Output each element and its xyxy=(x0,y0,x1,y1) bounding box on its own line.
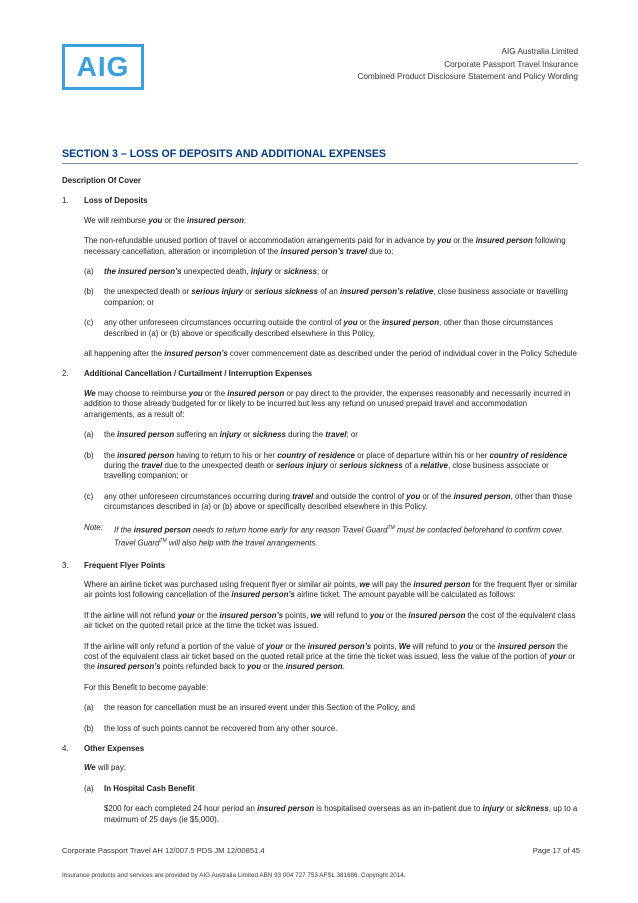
header-company: AIG Australia Limited xyxy=(501,47,578,56)
sub-item: (a) In Hospital Cash Benefit xyxy=(84,784,580,794)
logo-text: AIG xyxy=(76,51,130,82)
paragraph: If the airline will not refund your or the insured person’s points, we will refund to you or the insured person the cost of the equivalent class air ticket on the quoted retail price at the time the ticket was issued. xyxy=(84,610,576,631)
sub-item: (a) the reason for cancellation must be an insured event under this Section of the Policy, and xyxy=(84,703,415,713)
footer-legal: Insurance products and services are provided by AIG Australia Limited ABN 93 004 727 753 AFSL 381686. Copyright 2014. xyxy=(62,872,406,879)
sub-item: (a) the insured person suffering an injury or sickness during the travel; or xyxy=(84,430,358,440)
item-title: Additional Cancellation / Curtailment / Interruption Expenses xyxy=(84,369,312,379)
item-number: 1. xyxy=(62,196,69,206)
item-number: 3. xyxy=(62,560,69,570)
sub-item: (b) the insured person having to return to his or her country of residence or place of departure within his or her country of residence during the travel due to the unexpected death or serious injury or serious sickness of a relative, close business associate or travelling companion; or xyxy=(84,450,568,481)
paragraph: The non-refundable unused portion of travel or accommodation arrangements paid for in advance by you or the insured person following necessary cancellation, alteration or incompletion of the insured person’s travel due to: xyxy=(84,236,566,256)
paragraph: $200 for each completed 24 hour period an insured person is hospitalised overseas as an in-patient due to injury or sickness, up to a maximum of 25 days (ie $5,000). xyxy=(104,804,578,824)
sub-item: (c) any other unforeseen circumstances occurring during travel and outside the control of you or of the insured person, other than those circumstances described in (a) or (b) above or specifically described elsewhere in this Policy. xyxy=(84,491,573,512)
document-header xyxy=(357,46,578,84)
note-label: Note: xyxy=(84,522,103,532)
paragraph: For this Benefit to become payable: xyxy=(84,682,209,692)
footer-doc-code: Corporate Passport Travel AH 12/007.5 PDS JM 12/00851.4 xyxy=(62,846,265,855)
item-number: 4. xyxy=(62,744,69,754)
header-product: Corporate Passport Travel Insurance xyxy=(444,59,578,69)
paragraph: We may choose to reimburse you or the insured person or pay direct to the provider, the expenses reasonably and necessarily incurred in addition to those already budgeted for or likely to be incurred but less any refund on unused prepaid travel and accommodation arrangements, as a result of: xyxy=(84,388,571,419)
sub-item: (c) any other unforeseen circumstances occurring outside the control of you or the insured person, other than those circumstances described in (a) or (b) above or specifically described elsewhere in this Policy, xyxy=(84,318,554,338)
description-heading: Description Of Cover xyxy=(62,176,141,185)
item-other-expenses xyxy=(62,744,580,754)
item-loss-of-deposits xyxy=(62,196,580,206)
section-title: SECTION 3 – LOSS OF DEPOSITS AND ADDITIONAL EXPENSES xyxy=(62,148,578,164)
paragraph: Where an airline ticket was purchased using frequent flyer or similar air points, we will pay the insured person for the frequent flyer or similar air points lost following cancellation of the insured person’s airline ticket. The amount payable will be calculated as follows: xyxy=(84,580,578,600)
note: Note: If the insured person needs to return home early for any reason Travel Guard™ must be contacted beforehand to confirm cover. Travel Guard™ will also help with the travel arrangements. xyxy=(84,522,564,548)
page-footer xyxy=(62,846,580,855)
item-title: Frequent Flyer Points xyxy=(84,560,166,570)
paragraph: We will pay: xyxy=(84,763,126,773)
aig-logo xyxy=(62,44,144,90)
paragraph: If the airline will only refund a portion of the value of your or the insured person’s points, We will refund to you or the insured person the cost of the equivalent class air ticket based on the quoted retail price at the time the ticket was issued, less the value of the portion of your or the insured person’s points refunded back to you or the insured person. xyxy=(84,641,576,672)
sub-item-title: In Hospital Cash Benefit xyxy=(104,783,195,793)
item-title: Other Expenses xyxy=(84,744,145,754)
sub-item: (b) the unexpected death or serious injury or serious sickness of an insured person’s relative, close business associate or travelling companion; or xyxy=(84,287,568,307)
section-content xyxy=(62,176,580,835)
item-frequent-flyer xyxy=(62,561,580,571)
item-number: 2. xyxy=(62,369,69,379)
sub-item: (a) the insured person’s unexpected death, injury or sickness; or xyxy=(84,267,329,277)
header-doc-title: Combined Product Disclosure Statement and Policy Wording xyxy=(357,72,578,81)
paragraph: all happening after the insured person’s cover commencement date as described under the period of individual cover in the Policy Schedule xyxy=(84,349,577,359)
sub-item: (b) the loss of such points cannot be recovered from any other source. xyxy=(84,723,338,733)
item-additional-cancellation xyxy=(62,369,580,379)
item-title: Loss of Deposits xyxy=(84,196,148,206)
page-number: Page 17 of 45 xyxy=(532,846,580,855)
paragraph: We will reimburse you or the insured person: xyxy=(84,215,247,225)
